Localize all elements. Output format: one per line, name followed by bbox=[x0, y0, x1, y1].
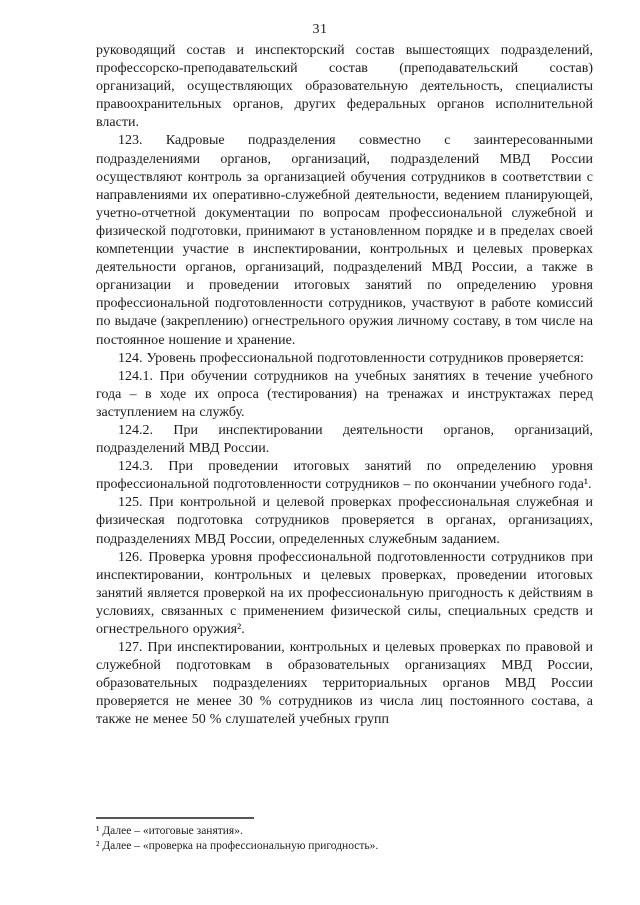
footnotes-section bbox=[96, 817, 593, 853]
footnote-2: ² Далее – «проверка на профессиональную пригодность». bbox=[96, 839, 379, 852]
paragraph-124-3: 124.3. При проведении итоговых занятий по определению уровня профессиональной подготовленности сотрудников – по окончании учебного года¹. bbox=[96, 459, 593, 493]
paragraph-124-2: 124.2. При инспектировании деятельности органов, организаций, подразделений МВД России. bbox=[96, 422, 593, 457]
document-body bbox=[96, 42, 593, 730]
footnote-separator bbox=[96, 817, 254, 819]
paragraph-124: 124. Уровень профессиональной подготовленности сотрудников проверяется: bbox=[118, 350, 584, 366]
page-number: 31 bbox=[312, 22, 328, 37]
paragraph-125: 125. При контрольной и целевой проверках профессиональная служебная и физическая подготовка сотрудников проверяется в органах, организациях, подразделениях МВД России, определенных служебным заданием. bbox=[96, 495, 593, 547]
paragraph-127: 127. При инспектировании, контрольных и целевых проверках по правовой и служебной подготовкам в образовательных организациях МВД России, образовательных подразделениях территориальных органов МВД России проверяется не менее 30 % сотрудников из числа лиц постоянного состава, а также не менее 50 % слушателей учебных групп bbox=[96, 640, 593, 728]
paragraph-continuation: руководящий состав и инспекторский состав вышестоящих подразделений, профессорско-преподавательский состав (преподавательский состав) организаций, осуществляющих образовательную деятельность, специалисты правоохранительных органов, других федеральных органов исполнительной власти. bbox=[96, 43, 593, 131]
footnote-1: ¹ Далее – «итоговые занятия». bbox=[96, 825, 243, 837]
paragraph-123: 123. Кадровые подразделения совместно с заинтересованными подразделениями органов, организаций, подразделений МВД России осуществляют контроль за организацией обучения сотрудников в соответствии с направлениями их оперативно-служебной деятельности, ведением планирующей, учетно-отчетной документации по вопросам профессиональной служебной и физической подготовки, принимают в установленном порядке и в пределах своей компетенции участие в инспектировании, контрольных и целевых проверках деятельности органов, организаций, подразделений МВД России, а также в организации и проведении итоговых занятий по определению уровня профессиональной подготовленности сотрудников, участвуют в работе комиссий по выдаче (закреплению) огнестрельного оружия личному составу, в том числе на постоянное ношение и хранение. bbox=[96, 133, 593, 348]
paragraph-124-1: 124.1. При обучении сотрудников на учебных занятиях в течение учебного года – в ходе их опроса (тестирования) на тренажах и инструктажах перед заступлением на службу. bbox=[96, 368, 593, 420]
paragraph-126: 126. Проверка уровня профессиональной подготовленности сотрудников при инспектировании, контрольных и целевых проверках, проведении итоговых занятий является проверкой на их профессиональную пригодность к действиям в условиях, связанных с применением физической силы, специальных средств и огнестрельного оружия². bbox=[96, 549, 593, 637]
